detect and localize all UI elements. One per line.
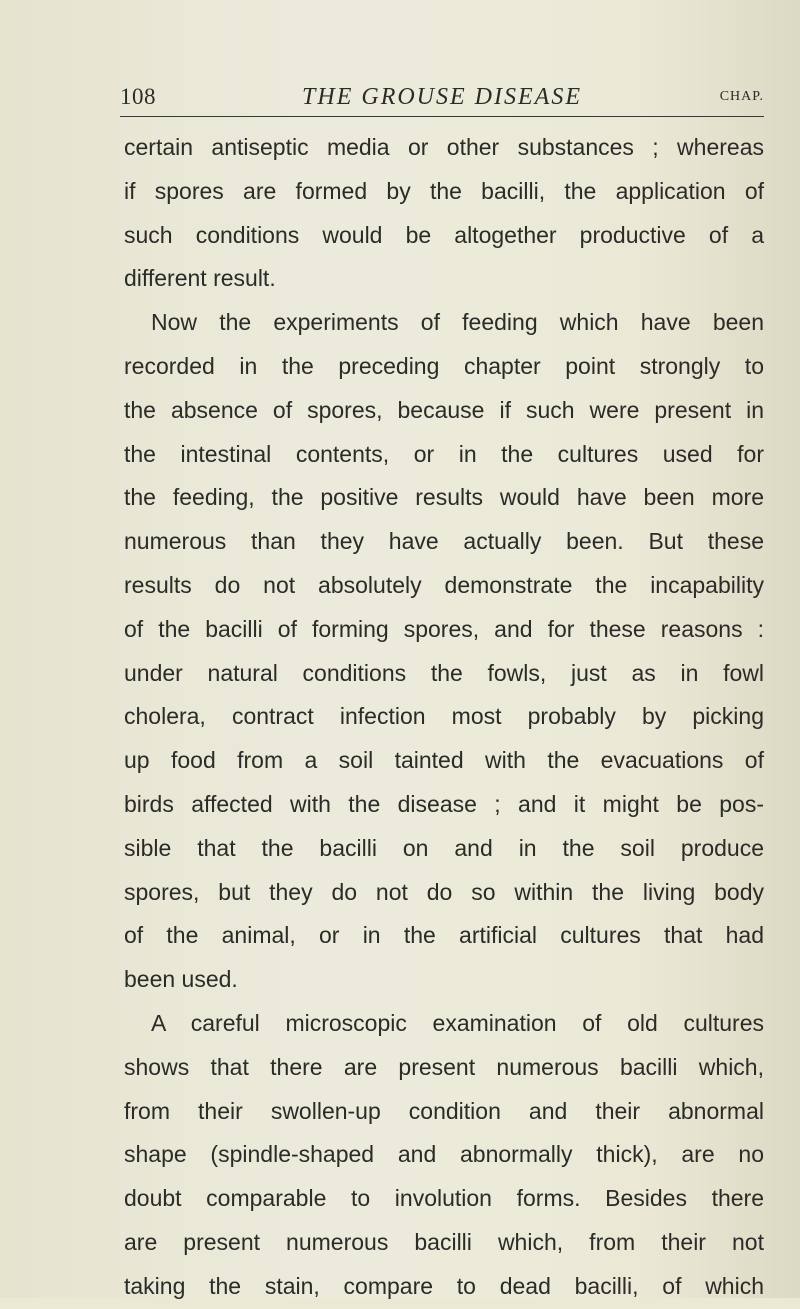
running-header (120, 84, 764, 116)
text-line: certain antiseptic media or other substances ; whereas (124, 134, 764, 160)
text-line: from their swollen-up condition and their abnormal (124, 1097, 764, 1124)
text-line: the absence of spores, because if such were present in (124, 396, 764, 423)
text-line: the intestinal contents, or in the cultures used for (124, 440, 764, 467)
page-number: 108 (120, 84, 156, 109)
text-line: sible that the bacilli on and in the soil produce (124, 834, 764, 861)
text-line: if spores are formed by the bacilli, the application of (124, 177, 764, 204)
text-line: doubt comparable to involution forms. Besides there (124, 1185, 764, 1212)
text-line: A careful microscopic examination of old cultures (151, 1009, 764, 1036)
text-line: are present numerous bacilli which, from their not (124, 1228, 764, 1255)
header-rule (120, 116, 764, 117)
text-line: numerous than they have actually been. But these (124, 528, 764, 555)
text-line: such conditions would be altogether productive of a (124, 221, 764, 248)
text-line: up food from a soil tainted with the evacuations of (124, 747, 764, 774)
running-title: THE GROUSE DISEASE (302, 84, 582, 110)
text-line: been used. (124, 966, 238, 993)
text-line: cholera, contract infection most probably by picking (124, 703, 764, 730)
text-line: the feeding, the positive results would have been more (124, 484, 764, 511)
text-line: of the animal, or in the artificial cultures that had (124, 922, 764, 949)
text-line: under natural conditions the fowls, just as in fowl (124, 659, 764, 686)
text-line: different result. (124, 265, 276, 292)
text-line: recorded in the preceding chapter point strongly to (124, 352, 764, 379)
body-text (124, 126, 764, 1309)
text-line: shape (spindle-shaped and abnormally thick), are no (124, 1141, 764, 1168)
text-line: Now the experiments of feeding which have been (151, 309, 764, 336)
chapter-label: CHAP. (719, 89, 764, 104)
text-line: spores, but they do not do so within the living body (124, 878, 764, 905)
text-line: taking the stain, compare to dead bacilli, of which (124, 1272, 764, 1299)
text-line: results do not absolutely demonstrate the incapability (124, 571, 764, 598)
text-line: shows that there are present numerous bacilli which, (124, 1053, 764, 1080)
text-line: birds affected with the disease ; and it might be pos- (124, 790, 764, 817)
text-line: of the bacilli of forming spores, and for these reasons : (124, 615, 764, 642)
